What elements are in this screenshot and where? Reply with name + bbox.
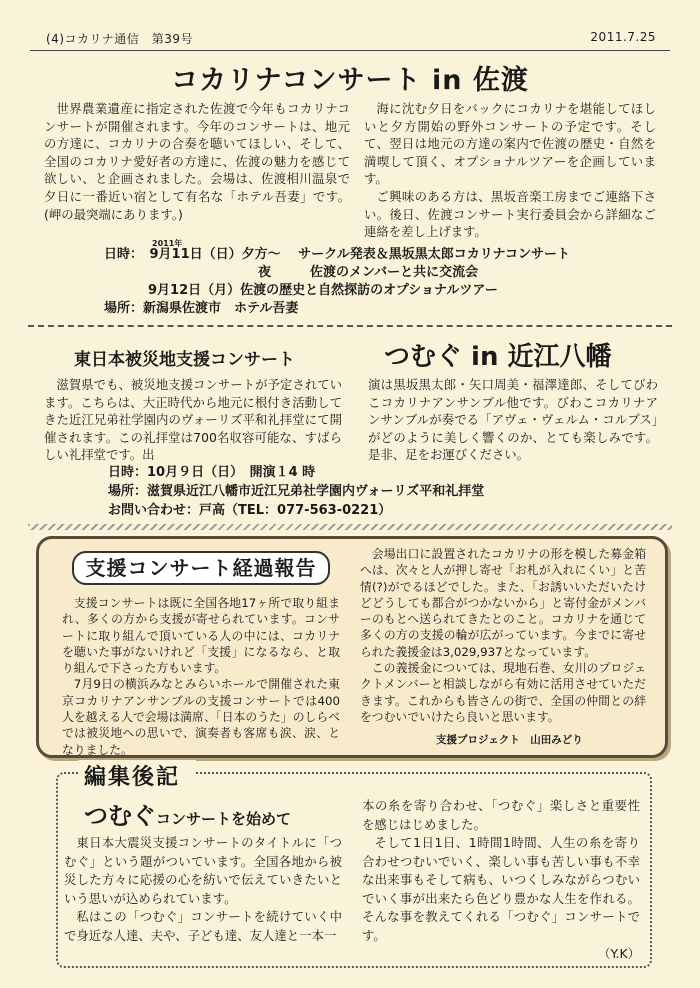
section4-left-column (64, 834, 342, 945)
section1-divider (28, 325, 672, 327)
section2-right-text: 演は黒坂黒太郎・矢口周美・福澤達郎、そしてびわこコカリナアンサンブル他です。びわこコカリナアンサンブルが奏でる「アヴェ・ヴェルム・コルプス」がどのように美しく響くのか、とても楽しみです。是非、足をお運びください。 (368, 377, 658, 463)
section2-right-column (368, 376, 658, 464)
section4-left-p1: 東日本大震災支援コンサートのタイトルに「つむぐ」という題がついています。全国各地から被災した方々に応援の心を紡いで伝えていきたいという思いが込められています。 (64, 835, 342, 906)
section2-left-text: 滋賀県でも、被災地支援コンサートが予定されています。こちらは、大正時代から地元に根付き活動してきた近江兄弟社学園内のヴォーリズ平和礼拝堂にて開催されます。この礼拝堂は700名収容可能な、すばらしい礼拝堂です。出 (44, 377, 342, 463)
section2-schedule-line1: 日時：10月９日（日） 開演１4 時 (108, 465, 316, 480)
section1-schedule-line2: 夜 佐渡のメンバーと共に交流会 (258, 265, 479, 280)
section1-left-column (44, 100, 350, 223)
issue-date: 2011.7.25 (590, 30, 656, 44)
section2-schedule-line2: 場所：滋賀県近江八幡市近江兄弟社学園内ヴォーリズ平和礼拝堂 (108, 484, 485, 499)
section2-schedule-line3: お問い合わせ：戸高（TEL：077-563-0221） (108, 503, 392, 518)
section1-schedule-line3: 9月12日（月）佐渡の歴史と自然探訪のオプショナルツアー (148, 283, 498, 298)
header-divider (30, 50, 670, 51)
section1-title: コカリナコンサート in 佐渡 (171, 65, 529, 96)
section1-left-text: 世界農業遺産に指定された佐渡で今年もコカリナコンサートが開催されます。今年のコンサートは、地元の方達に、コカリナの合奏を聴いてほしい、そして、全国のコカリナ愛好者の方達に、佐渡の魅力を感じて欲しい、と企画されました。会場は、佐渡相川温泉で夕日に一番近い宿として有名な「ホテル吾妻」です。(岬の最突端にあります。) (44, 101, 350, 222)
section4-initials: （Y.K） (598, 946, 640, 961)
editor-note-subtitle-small: コンサートを始めて (156, 810, 292, 828)
editor-note-subtitle (84, 796, 291, 831)
section2-left-column (44, 376, 342, 464)
section3-right-p2: この義援金については、現地石巻、女川のプロジェクトメンバーと相談しながら有効に活用させていただきます。これからも皆さんの街で、全国の仲間との絆をつむいでいけたら良いと思います。 (360, 661, 646, 724)
issue-label: (4)コカリナ通信 第39号 (46, 32, 194, 46)
section1-year-tag: 2011年 (152, 239, 183, 248)
section2-title-part2: つむぐ in 近江八幡 (384, 342, 612, 372)
section3-left-p2: 7月9日の横浜みなとみらいホールで開催された東京コカリナアンサンブルの支援コンサートでは400人を越える人で会場は満席、「日本のうた」のしらべでは被災地への思いで、演奏者も客席も涙、涙、となりました。 (62, 677, 340, 757)
section1-schedule-line4: 場所：新潟県佐渡市 ホテル吾妻 (104, 301, 299, 316)
editor-note-subtitle-big: つむぐ (84, 801, 156, 830)
section3-left-p1: 支援コンサートは既に全国各地17ヶ所で取り組まれ、多くの方から支援が寄せられています。コンサートに取り組んで頂いている人の中には、コカリナを聴いた事がないけれど「支援」になるなら、と取り組んで下さった方もいます。 (62, 596, 340, 676)
section3-signature: 支援プロジェクト 山田みどり (436, 734, 583, 746)
section4-right-column (362, 797, 640, 964)
section3-right-p1: 会場出口に設置されたコカリナの形を模した募金箱へは、次々と人が押し寄せ「お札が入れにくい」と苦情(?)がでるほどでした。また、「お誘いいただいたけどどうしても都合がつかないから」と寄付金がメンバーのもとへ送られてきたとのこと。コカリナを通じて多くの方の支援の輪が広がっています。今までに寄せられた義援金は3,029,937となっています。 (360, 547, 646, 659)
section3-right-column (360, 546, 646, 725)
section4-right-p1: 本の糸を寄り合わせ、「つむぐ」楽しさと重要性を感じはじめました。 (362, 798, 640, 832)
section3-left-column (62, 595, 340, 758)
section1-schedule-line1: 日時： 9月11日（日）夕方～ サークル発表＆黒坂黒太郎コカリナコンサート (104, 247, 570, 262)
section2-title-part1: 東日本被災地支援コンサート (74, 350, 295, 370)
editor-note-heading: 編集後記 (84, 765, 181, 790)
section1-right-p2: ご興味のある方は、黒坂音楽工房までご連絡下さい。後日、佐渡コンサート実行委員会から詳細なご連絡を差し上げます。 (364, 188, 656, 240)
support-report-badge: 支援コンサート経過報告 (72, 551, 330, 585)
section4-right-p2: そして1日1日、1時間1時間、人生の糸を寄り合わせつむいでいく、楽しい事も苦しい事も不幸な出来事もそして病も、いつくしみながらつむいでいく事が出来たら色どり豊かな人生を作れる。そんな事を教えてくれる「つむぐ」コンサートです。 (362, 835, 640, 943)
section1-right-column (364, 100, 656, 241)
section2-divider (28, 524, 672, 530)
section1-right-p1: 海に沈む夕日をバックにコカリナを堪能してほしいと夕方開始の野外コンサートの予定です。そして、翌日は地元の方達の案内で佐渡の歴史・自然を満喫して頂く、オプショナルツアーを企画しています。 (364, 101, 656, 187)
section4-left-p2: 私はこの「つむぐ」コンサートを続けていく中で身近な人達、夫や、子ども達、友人達と一本一 (64, 909, 342, 943)
